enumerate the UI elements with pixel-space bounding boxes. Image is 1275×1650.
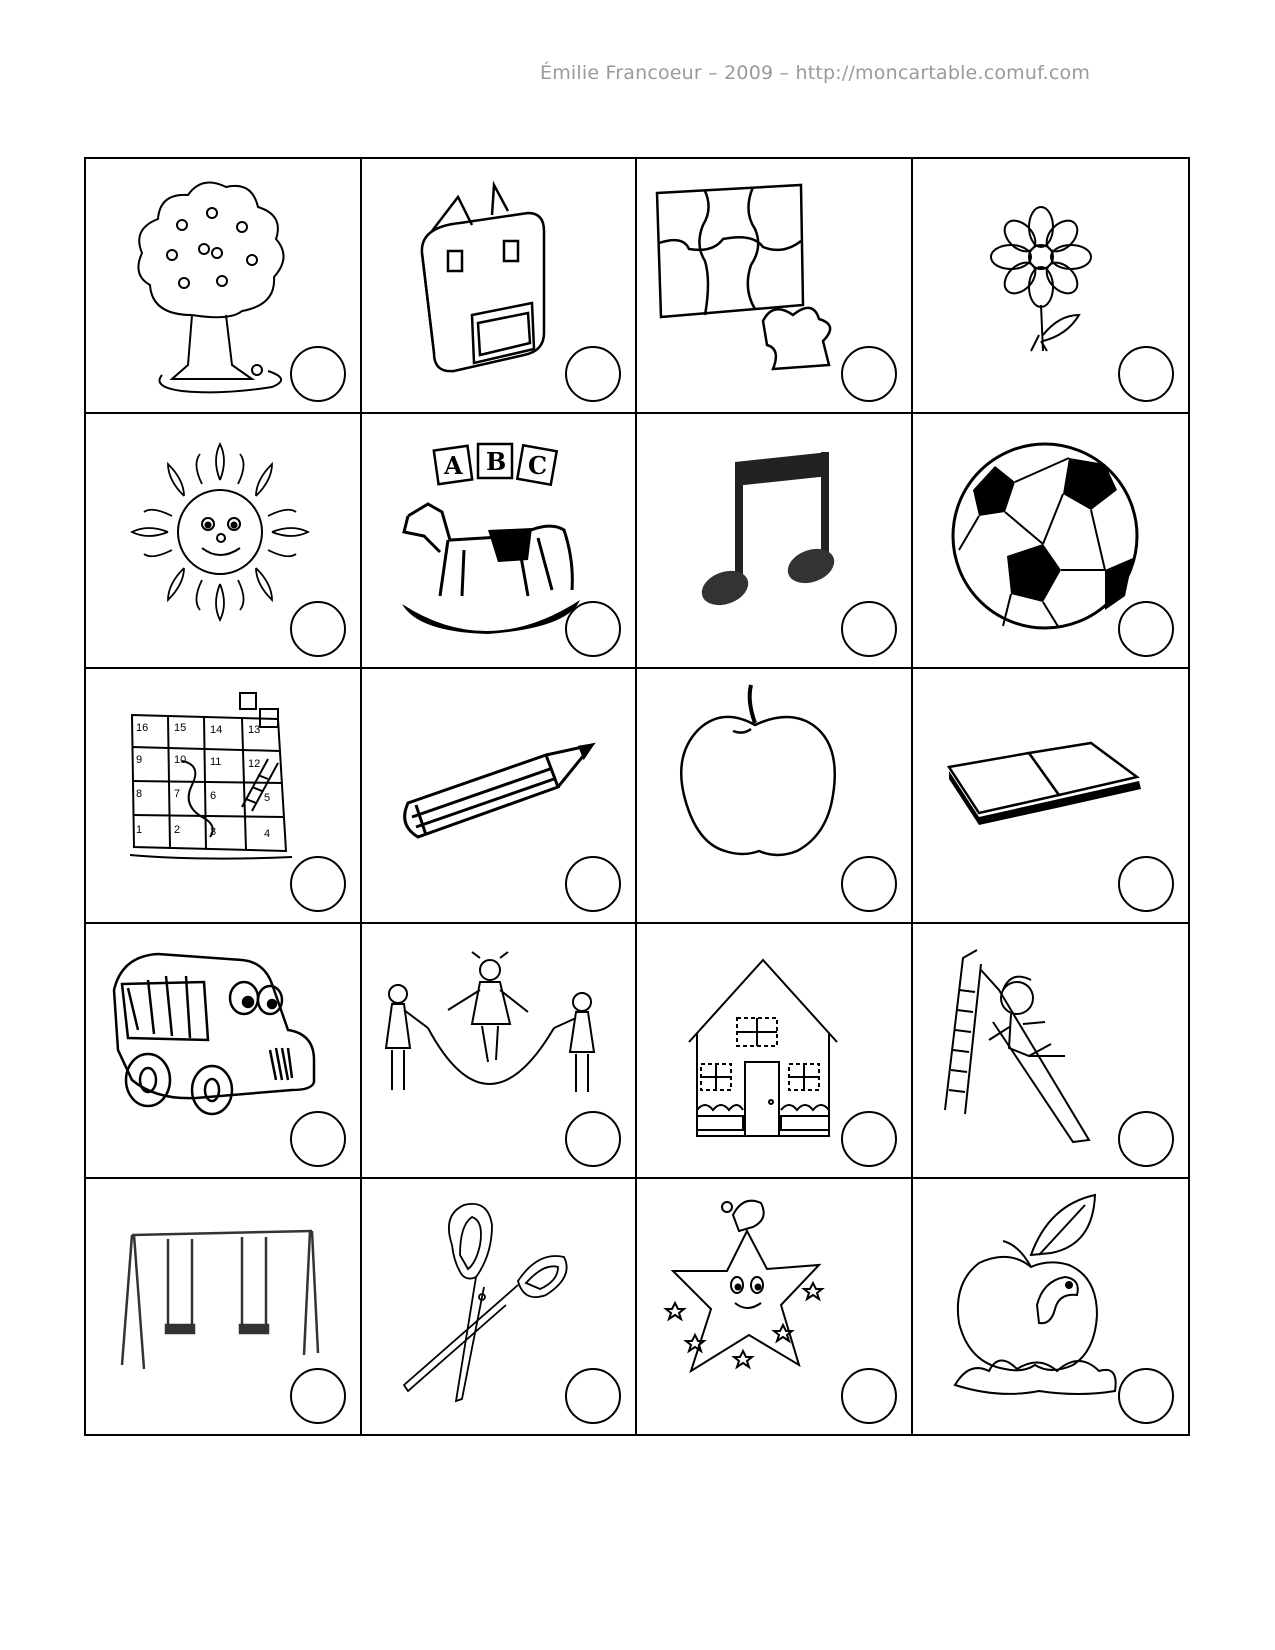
answer-circle[interactable] xyxy=(290,1368,346,1424)
board-number: 12 xyxy=(248,758,261,770)
answer-circle[interactable] xyxy=(290,856,346,912)
board-number: 10 xyxy=(174,754,187,766)
grid-cell xyxy=(637,159,913,414)
board-number: 5 xyxy=(264,792,271,804)
grid-cell xyxy=(637,924,913,1179)
grid-cell xyxy=(86,414,362,669)
grid-cell xyxy=(362,924,638,1179)
grid-cell xyxy=(637,414,913,669)
grid-cell xyxy=(913,669,1189,924)
answer-circle[interactable] xyxy=(290,346,346,402)
answer-circle[interactable] xyxy=(565,346,621,402)
answer-circle[interactable] xyxy=(1118,601,1174,657)
board-number: 6 xyxy=(210,790,217,802)
block-b: B xyxy=(485,447,506,476)
grid-cell xyxy=(913,414,1189,669)
board-number: 7 xyxy=(174,788,181,800)
grid-cell xyxy=(637,669,913,924)
answer-circle[interactable] xyxy=(565,1111,621,1167)
grid-cell xyxy=(913,1179,1189,1434)
grid-cell xyxy=(362,414,638,669)
grid-cell xyxy=(637,1179,913,1434)
board-number: 3 xyxy=(210,826,217,838)
picture-grid xyxy=(84,157,1190,1436)
board-number: 11 xyxy=(210,756,222,768)
board-number: 8 xyxy=(136,788,143,800)
board-number: 16 xyxy=(136,722,149,734)
grid-cell xyxy=(86,924,362,1179)
answer-circle[interactable] xyxy=(1118,346,1174,402)
board-number: 13 xyxy=(248,724,261,736)
answer-circle[interactable] xyxy=(1118,1368,1174,1424)
grid-cell xyxy=(362,1179,638,1434)
board-number: 2 xyxy=(174,824,181,836)
grid-cell xyxy=(362,669,638,924)
answer-circle[interactable] xyxy=(290,1111,346,1167)
grid-cell xyxy=(86,1179,362,1434)
grid-cell xyxy=(86,669,362,924)
answer-circle[interactable] xyxy=(841,346,897,402)
grid-cell xyxy=(913,159,1189,414)
answer-circle[interactable] xyxy=(565,1368,621,1424)
answer-circle[interactable] xyxy=(290,601,346,657)
grid-cell xyxy=(362,159,638,414)
answer-circle[interactable] xyxy=(565,856,621,912)
board-number: 4 xyxy=(264,828,271,840)
block-c: C xyxy=(527,451,547,480)
answer-circle[interactable] xyxy=(841,856,897,912)
board-number: 9 xyxy=(136,754,143,766)
board-number: 14 xyxy=(210,724,223,736)
board-number: 1 xyxy=(136,824,143,836)
grid-cell xyxy=(913,924,1189,1179)
answer-circle[interactable] xyxy=(1118,856,1174,912)
answer-circle[interactable] xyxy=(565,601,621,657)
answer-circle[interactable] xyxy=(1118,1111,1174,1167)
answer-circle[interactable] xyxy=(841,601,897,657)
grid-cell xyxy=(86,159,362,414)
answer-circle[interactable] xyxy=(841,1368,897,1424)
page-credit: Émilie Francoeur – 2009 – http://moncartable.comuf.com xyxy=(540,62,1091,84)
block-a: A xyxy=(443,451,463,480)
answer-circle[interactable] xyxy=(841,1111,897,1167)
board-number: 15 xyxy=(174,722,187,734)
